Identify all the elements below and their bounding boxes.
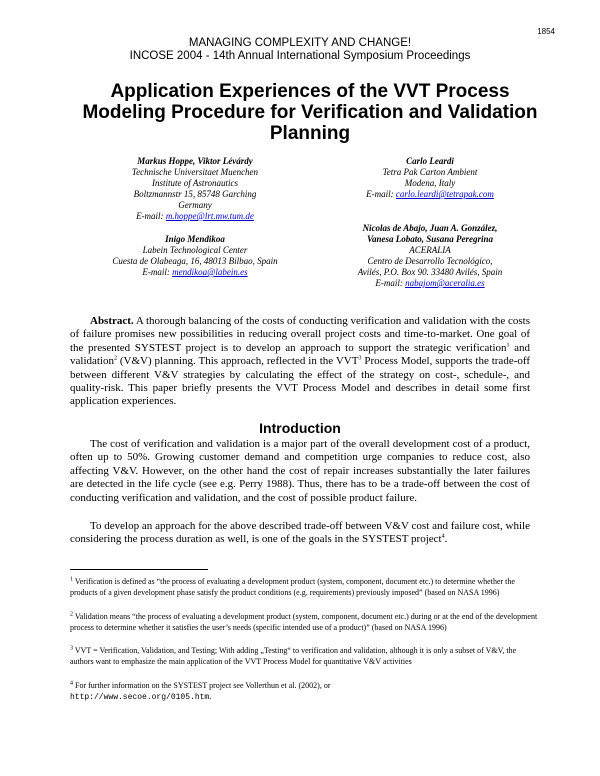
affiliation-line: Technische Universitaet Muenchen bbox=[131, 167, 259, 177]
footnote-text: For further information on the SYSTEST project see Vollerthun et al. (2002), or bbox=[73, 681, 331, 690]
email-label: E-mail: bbox=[142, 267, 170, 277]
email-label: E-mail: bbox=[136, 211, 164, 221]
abstract-text: (V&V) planning. This approach, reflected in the VVT bbox=[117, 355, 359, 368]
email-link[interactable]: mendikoa@labein.es bbox=[172, 267, 248, 277]
email-line bbox=[330, 189, 530, 200]
footnote-3 bbox=[70, 645, 540, 667]
paper-title bbox=[70, 81, 550, 144]
affiliation-line: Cuesta de Olabeaga, 16, 48013 Bilbao, Spain bbox=[112, 256, 278, 266]
footnote-text: . bbox=[209, 692, 212, 701]
footnote-4 bbox=[70, 680, 540, 703]
page-number: 1854 bbox=[537, 27, 555, 36]
author-block-aceralia bbox=[320, 223, 540, 289]
section-heading-introduction: Introduction bbox=[259, 420, 341, 436]
affiliation-line: Boltzmannstr 15, 85748 Garching bbox=[133, 189, 257, 199]
footnote-1 bbox=[70, 576, 540, 598]
affiliation-line: Modena, Italy bbox=[404, 178, 456, 188]
footnote-number: 1 bbox=[70, 576, 73, 583]
footnote-text: Verification is defined as “the process of evaluating a development product (system, component, document etc.) to determine whether the products of a given development phase satisfy the product conditions (e.g. requirements) previously imposed” (based on NASA 1996) bbox=[70, 577, 515, 597]
footnote-ref-1[interactable]: 1 bbox=[506, 342, 510, 349]
author-names-2: Vanesa Lobato, Susana Peregrina bbox=[366, 234, 494, 244]
footnote-ref-2[interactable]: 2 bbox=[114, 355, 117, 362]
author-names: Inigo Mendikoa bbox=[165, 234, 225, 244]
email-link[interactable]: nabajom@aceralia.es bbox=[405, 278, 485, 288]
footnote-ref-3[interactable]: 3 bbox=[358, 355, 362, 362]
author-names: Markus Hoppe, Viktor Lévárdy bbox=[137, 156, 253, 166]
email-link[interactable]: m.hoppe@lrt.mw.tum.de bbox=[165, 211, 254, 221]
affiliation-line: Labein Technological Center bbox=[142, 245, 248, 255]
footnote-text: Validation means “the process of evaluating a development product (system, component, document etc.) during or at the end of the development process to determine whether it satisfies the user’s needs (specific intended use of a product)” (based on NASA 1996) bbox=[70, 612, 538, 632]
affiliation-line: Avilés, P.O. Box 90. 33480 Avilés, Spain bbox=[357, 267, 503, 277]
email-link[interactable]: carlo.leardi@tetrapak.com bbox=[395, 189, 494, 199]
conference-line-1: MANAGING COMPLEXITY AND CHANGE! bbox=[188, 37, 412, 49]
affiliation-line: Germany bbox=[178, 200, 212, 210]
footnote-number: 3 bbox=[70, 645, 73, 652]
author-names: Carlo Leardi bbox=[406, 156, 454, 166]
email-line bbox=[320, 278, 540, 289]
email-line bbox=[88, 267, 302, 278]
abstract-paragraph bbox=[70, 315, 530, 409]
footnote-text: VVT = Verification, Validation, and Testing; With adding „Testing“ to verification and validation, although it is only a subset of V&V, the authors want to emphasize the main application of the VVT Process Model for quantitative V&V activities bbox=[70, 646, 517, 666]
email-label: E-mail: bbox=[366, 189, 394, 199]
footnote-number: 2 bbox=[70, 611, 73, 618]
affiliation-line: ACERALIA bbox=[409, 245, 451, 255]
title-line-1: Application Experiences of the VVT Process bbox=[110, 81, 510, 102]
title-line-3: Planning bbox=[269, 123, 351, 144]
intro-paragraph-1: The cost of verification and validation is a major part of the overall development cost of a product, often up to 50%. Growing customer demand and competition urge companies to reduce cost, also affecting V&V. However, on the other hand the cost of repair increases substantially the later failures are detected in the life cycle (see e.g. Perry 1988). Thus, there has to be a trade-off between the cost of conducting verification and validation, and the cost of possible product failure. bbox=[70, 438, 530, 504]
footnote-number: 4 bbox=[70, 680, 73, 687]
abstract-text: and validation bbox=[70, 341, 530, 368]
intro-text: . bbox=[444, 533, 448, 546]
email-line bbox=[95, 211, 295, 222]
footnote-2 bbox=[70, 611, 540, 633]
title-line-2: Modeling Procedure for Verification and Validation bbox=[82, 102, 538, 123]
abstract-text: A thorough balancing of the costs of conducting verification and validation with the costs of failure promises new possibilities in reducing overall project costs and time-to-market. One goal of the presented SYSTEST project is to develop an approach to support the strategic verification bbox=[70, 315, 530, 354]
abstract-text: Process Model, supports the trade-off between different V&V strategies by calculating the effect of the strategy on cost-, schedule-, and quality-risk. This paper briefly presents the VVT Process Model and describes in detail some first application experiences. bbox=[70, 355, 530, 408]
footnote-url-link[interactable]: http://www.secoe.org/0105.htm bbox=[70, 693, 210, 702]
author-block-hoppe bbox=[95, 156, 295, 222]
author-names-1: Nicolas de Abajo, Juan A. González, bbox=[362, 223, 498, 233]
author-block-mendikoa bbox=[88, 234, 302, 278]
footnote-ref-4[interactable]: 4 bbox=[441, 533, 445, 540]
abstract-label: Abstract. bbox=[90, 315, 134, 327]
email-label: E-mail: bbox=[375, 278, 403, 288]
affiliation-line: Tetra Pak Carton Ambient bbox=[382, 167, 478, 177]
affiliation-line: Centro de Desarrollo Tecnológico, bbox=[367, 256, 493, 266]
footnote-divider bbox=[70, 569, 208, 570]
affiliation-line: Institute of Astronautics bbox=[151, 178, 238, 188]
conference-line-2: INCOSE 2004 - 14th Annual International Symposium Proceedings bbox=[129, 50, 471, 62]
author-block-leardi bbox=[330, 156, 530, 200]
intro-text: To develop an approach for the above described trade-off between V&V cost and failure cost, while considering the process duration as well, is one of the goals in the SYSTEST project bbox=[70, 520, 530, 546]
intro-paragraph-2 bbox=[70, 520, 530, 547]
